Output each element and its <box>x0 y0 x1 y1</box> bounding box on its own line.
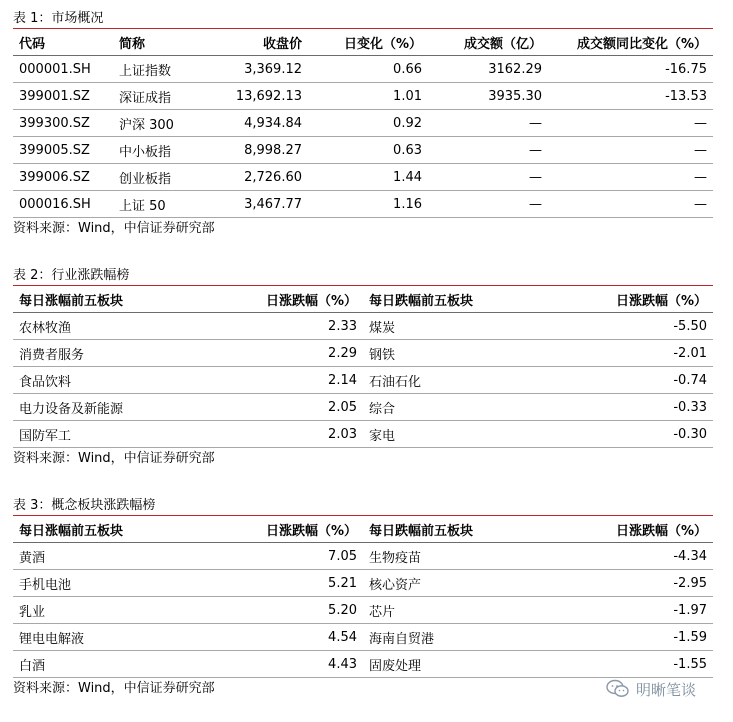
cell-gainer: 食品饮料 <box>19 374 72 390</box>
table3 <box>13 516 713 678</box>
cell-name: 上证指数 <box>119 63 172 79</box>
cell-turnover-yoy: -13.53 <box>665 88 707 104</box>
table1-header-row <box>13 29 713 56</box>
cell-name: 上证 50 <box>119 198 166 214</box>
cell-change: 1.01 <box>393 88 422 104</box>
cell-loser: 家电 <box>369 428 396 444</box>
table-row <box>13 56 713 83</box>
cell-loss-pct: -5.50 <box>673 318 707 334</box>
table1-header-turnover: 成交额（亿） <box>463 36 542 52</box>
cell-close: 2,726.60 <box>244 169 302 185</box>
table1-header-turnover-yoy: 成交额同比变化（%） <box>576 36 707 52</box>
cell-gain-pct: 2.05 <box>328 399 357 415</box>
cell-gainer: 农林牧渔 <box>19 320 72 336</box>
table1-source: 资料来源：Wind，中信证券研究部 <box>13 221 215 236</box>
table1-header-change: 日变化（%） <box>343 36 422 52</box>
cell-gain-pct: 2.33 <box>328 318 357 334</box>
table-row <box>13 137 713 164</box>
table3-header-loss-pct: 日涨跌幅（%） <box>615 523 707 539</box>
cell-gain-pct: 7.05 <box>328 548 357 564</box>
cell-change: 1.44 <box>393 169 422 185</box>
cell-close: 4,934.84 <box>244 115 302 131</box>
cell-loss-pct: -0.33 <box>673 399 707 415</box>
cell-gainer: 国防军工 <box>19 428 72 444</box>
cell-change: 0.92 <box>393 115 422 131</box>
table2-header-gain-pct: 日涨跌幅（%） <box>265 293 357 309</box>
cell-loser: 综合 <box>369 401 396 417</box>
cell-name: 沪深 300 <box>119 117 174 133</box>
cell-turnover-yoy: -16.75 <box>665 61 707 77</box>
table2-header-loss-pct: 日涨跌幅（%） <box>615 293 707 309</box>
table2-source: 资料来源：Wind，中信证券研究部 <box>13 451 215 466</box>
table1-header-name: 简称 <box>119 36 146 52</box>
cell-gainer: 手机电池 <box>19 577 72 593</box>
cell-change: 0.63 <box>393 142 422 158</box>
table-row <box>13 110 713 137</box>
watermark <box>606 676 696 702</box>
cell-turnover-yoy: — <box>694 169 707 185</box>
table-row <box>13 340 713 367</box>
table2 <box>13 286 713 448</box>
cell-gainer: 白酒 <box>19 658 46 674</box>
cell-close: 3,467.77 <box>244 196 302 212</box>
cell-change: 1.16 <box>393 196 422 212</box>
cell-gain-pct: 4.43 <box>328 656 357 672</box>
cell-code: 399006.SZ <box>19 169 90 185</box>
table-row <box>13 421 713 448</box>
cell-gain-pct: 2.29 <box>328 345 357 361</box>
cell-turnover-yoy: — <box>694 196 707 212</box>
cell-turnover: — <box>529 169 542 185</box>
cell-gain-pct: 5.20 <box>328 602 357 618</box>
cell-loser: 固废处理 <box>369 658 422 674</box>
cell-turnover-yoy: — <box>694 115 707 131</box>
table3-header-top-gainers: 每日涨幅前五板块 <box>19 523 124 539</box>
cell-code: 000001.SH <box>19 61 91 77</box>
table2-header-top-gainers: 每日涨幅前五板块 <box>19 293 124 309</box>
cell-code: 399001.SZ <box>19 88 90 104</box>
cell-loser: 石油石化 <box>369 374 422 390</box>
watermark-text: 明晰笔谈 <box>636 680 697 699</box>
cell-loser: 海南自贸港 <box>369 631 435 647</box>
table-row <box>13 651 713 678</box>
cell-turnover: — <box>529 196 542 212</box>
cell-change: 0.66 <box>393 61 422 77</box>
cell-loss-pct: -0.74 <box>673 372 707 388</box>
table-row <box>13 543 713 570</box>
cell-loss-pct: -1.55 <box>673 656 707 672</box>
cell-loser: 钢铁 <box>369 347 396 363</box>
cell-name: 创业板指 <box>119 171 172 187</box>
cell-turnover: — <box>529 115 542 131</box>
cell-code: 399005.SZ <box>19 142 90 158</box>
cell-loss-pct: -0.30 <box>673 426 707 442</box>
table1-header-close: 收盘价 <box>262 36 302 52</box>
table1 <box>13 29 713 218</box>
wechat-icon <box>606 679 630 699</box>
cell-code: 000016.SH <box>19 196 91 212</box>
cell-loser: 煤炭 <box>369 320 396 336</box>
cell-name: 深证成指 <box>119 90 172 106</box>
table-row <box>13 191 713 218</box>
cell-loser: 核心资产 <box>369 577 422 593</box>
cell-turnover: 3162.29 <box>488 61 542 77</box>
cell-gain-pct: 5.21 <box>328 575 357 591</box>
table2-section <box>13 267 713 468</box>
table3-section <box>13 497 713 698</box>
cell-loss-pct: -1.59 <box>673 629 707 645</box>
table-row <box>13 597 713 624</box>
cell-turnover: — <box>529 142 542 158</box>
table-row <box>13 570 713 597</box>
table-row <box>13 83 713 110</box>
table3-header-gain-pct: 日涨跌幅（%） <box>265 523 357 539</box>
table-row <box>13 313 713 340</box>
cell-gainer: 锂电电解液 <box>19 631 85 647</box>
cell-close: 3,369.12 <box>244 61 302 77</box>
cell-turnover: 3935.30 <box>488 88 542 104</box>
table3-caption: 表 3：概念板块涨跌幅榜 <box>13 498 156 513</box>
cell-gainer: 电力设备及新能源 <box>19 401 124 417</box>
cell-gainer: 乳业 <box>19 604 46 620</box>
table3-header-top-losers: 每日跌幅前五板块 <box>369 523 474 539</box>
cell-loss-pct: -1.97 <box>673 602 707 618</box>
table2-caption: 表 2：行业涨跌幅榜 <box>13 268 130 283</box>
cell-loser: 芯片 <box>369 604 396 620</box>
cell-loss-pct: -2.95 <box>673 575 707 591</box>
table1-caption: 表 1：市场概况 <box>13 11 104 26</box>
cell-turnover-yoy: — <box>694 142 707 158</box>
cell-loss-pct: -4.34 <box>673 548 707 564</box>
cell-code: 399300.SZ <box>19 115 90 131</box>
table-row <box>13 624 713 651</box>
table2-header-top-losers: 每日跌幅前五板块 <box>369 293 474 309</box>
cell-close: 13,692.13 <box>235 88 302 104</box>
cell-gain-pct: 4.54 <box>328 629 357 645</box>
table2-header-row <box>13 286 713 313</box>
cell-close: 8,998.27 <box>244 142 302 158</box>
table-row <box>13 367 713 394</box>
table1-header-code: 代码 <box>19 36 46 52</box>
cell-gain-pct: 2.03 <box>328 426 357 442</box>
table1-section <box>13 10 713 238</box>
table3-header-row <box>13 516 713 543</box>
cell-loss-pct: -2.01 <box>673 345 707 361</box>
table-row <box>13 164 713 191</box>
cell-name: 中小板指 <box>119 144 172 160</box>
cell-gainer: 黄酒 <box>19 550 46 566</box>
cell-gain-pct: 2.14 <box>328 372 357 388</box>
cell-loser: 生物疫苗 <box>369 550 422 566</box>
table-row <box>13 394 713 421</box>
cell-gainer: 消费者服务 <box>19 347 85 363</box>
table3-source: 资料来源：Wind，中信证券研究部 <box>13 681 215 696</box>
